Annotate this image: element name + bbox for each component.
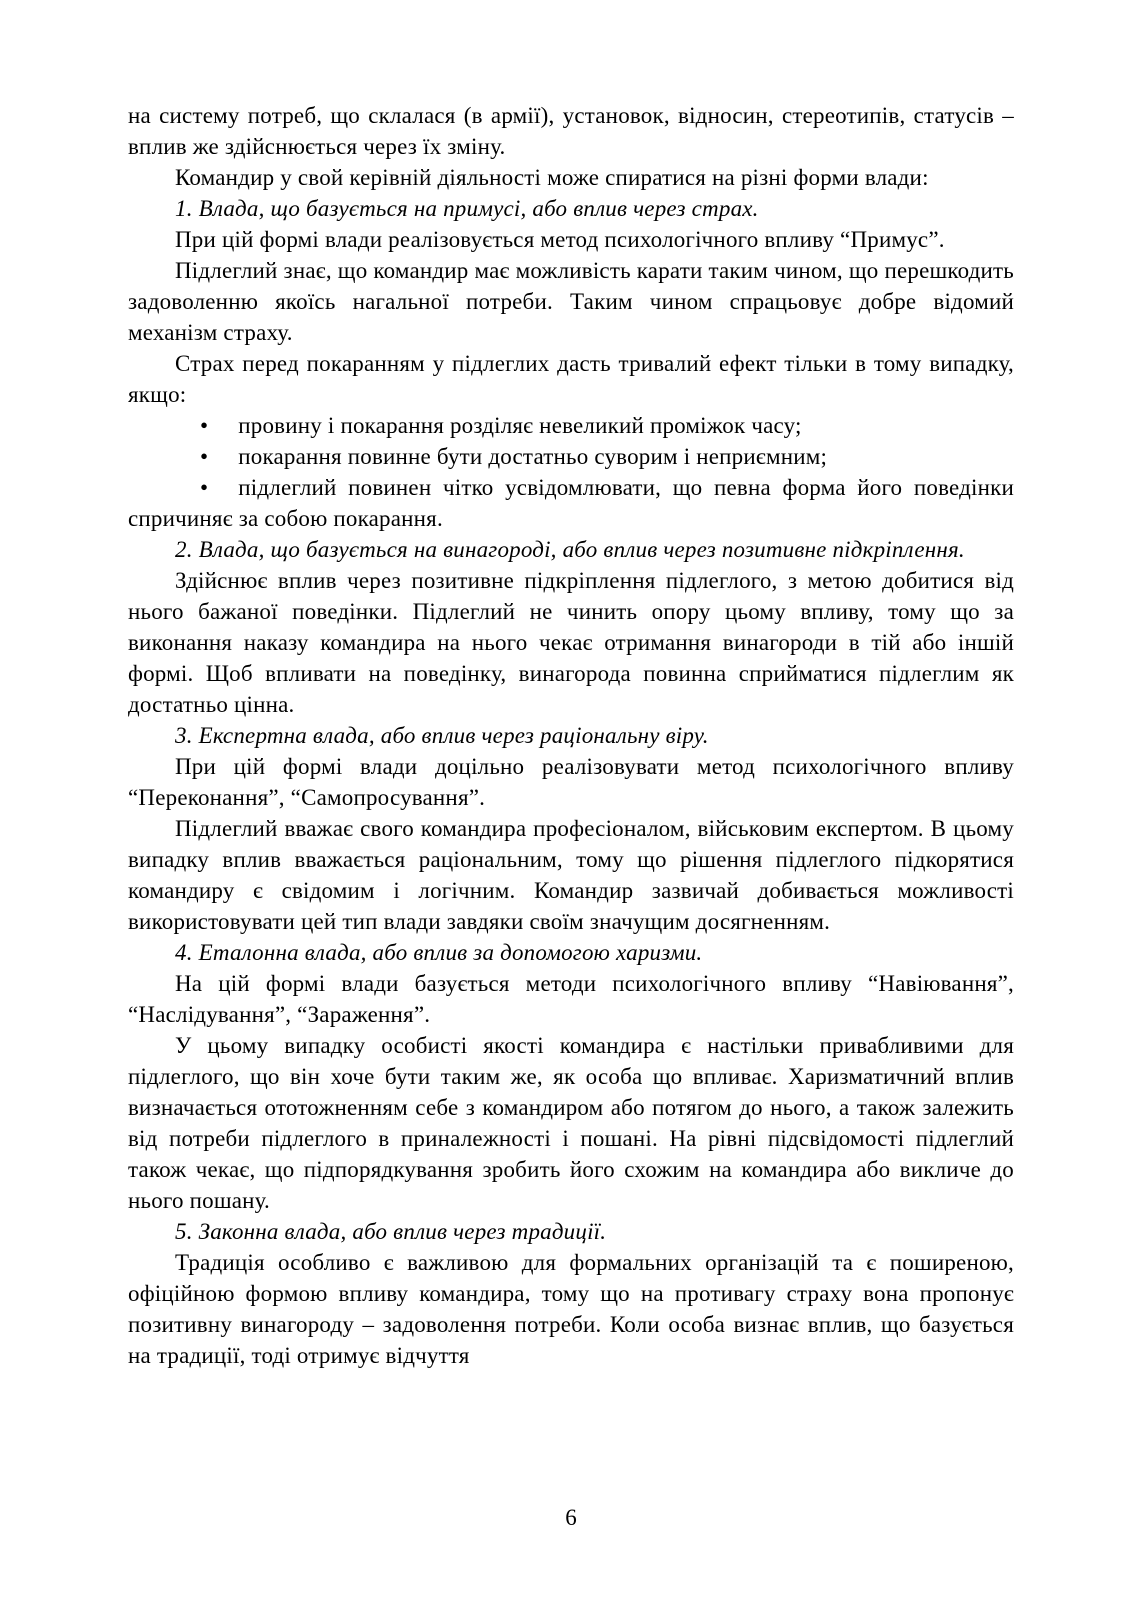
paragraph-tradition-explanation: Традиція особливо є важливою для формальних організацій та є поширеною, офіційною формою впливу командира, тому що на противагу страху вона пропонує позитивну винагороду – задоволення потреби. Коли особа визнає вплив, що базується на традиції, тоді отримує відчуття [128,1250,1014,1368]
bullet-text: покарання повинне бути достатньо суворим і неприємним; [238,444,828,469]
bullet-text: підлеглий повинен чітко усвідомлювати, що певна форма його поведінки спричиняє за собою покарання. [128,475,1014,531]
bullet-icon: • [200,444,209,469]
bullet-icon: • [200,475,209,500]
paragraph-intro-forms-of-power: Командир у свой керівній діяльності може спиратися на різні форми влади: [175,165,929,190]
heading-power-5-legitimate: 5. Законна влада, або вплив через традиції. [175,1219,607,1244]
paragraph-charisma-explanation: У цьому випадку особисті якості командира є настільки привабливими для підлеглого, що він хоче бути таким же, як особа що впливає. Харизматичний вплив визначається ототожненням себе з командиром або потягом до нього, а також залежить від потреби підлеглого в приналежності і пошані. На рівні підсвідомості підлеглий також чекає, що підпорядкування зробить його схожим на командира або викличе до нього пошану. [128,1033,1014,1213]
paragraph-fear-conditions-intro: Страх перед покаранням у підлеглих дасть тривалий ефект тільки в тому випадку, якщо: [128,351,1014,407]
text-block [128,100,1014,1371]
paragraph-expert-explanation: Підлеглий вважає свого командира професіоналом, військовим експертом. В цьому випадку вплив вважається раціональним, тому що рішення підлеглого підкорятися командиру є свідомим і логічним. Командир зазвичай добивається можливості використовувати цей тип влади завдяки своїм значущим досягненням. [128,816,1014,934]
bullet-item-time-gap [128,410,1014,441]
bullet-text: провину і покарання розділяє невеликий проміжок часу; [238,413,802,438]
paragraph-fear-mechanism: Підлеглий знає, що командир має можливість карати таким чином, що перешкодить задоволенню якоїсь нагальної потреби. Таким чином спрацьовує добре відомий механізм страху. [128,258,1014,345]
heading-power-4-referent: 4. Еталонна влада, або вплив за допомогою харизми. [175,940,703,965]
paragraph-coercion-method: При цій формі влади реалізовується метод психологічного впливу “Примус”. [175,227,945,252]
paragraph-referent-methods: На цій формі влади базується методи психологічного впливу “Навіювання”, “Наслідування”, “Зараження”. [128,971,1014,1027]
bullet-item-awareness [128,472,1014,534]
heading-power-1-coercion: 1. Влада, що базується на примусі, або вплив через страх. [175,196,759,221]
page-number: 6 [565,1505,577,1530]
bullet-icon: • [200,413,209,438]
heading-power-2-reward: 2. Влада, що базується на винагороді, або вплив через позитивне підкріплення. [175,537,965,562]
bullet-item-punishment-severity [128,441,1014,472]
paragraph-expert-methods: При цій формі влади доцільно реалізовувати метод психологічного впливу “Переконання”, “Самопросування”. [128,754,1014,810]
heading-power-3-expert: 3. Експертна влада, або вплив через раціональну віру. [175,723,709,748]
paragraph-reward-explanation: Здійснює вплив через позитивне підкріплення підлеглого, з метою добитися від нього бажаної поведінки. Підлеглий не чинить опору цьому впливу, тому що за виконання наказу командира на нього чекає отримання винагороди в тій або іншій формі. Щоб впливати на поведінку, винагорода повинна сприйматися підлеглим як достатньо цінна. [128,568,1014,717]
paragraph-continuation: на систему потреб, що склалася (в армії), установок, відносин, стереотипів, статусів – вплив же здійснюється через їх зміну. [128,103,1014,159]
